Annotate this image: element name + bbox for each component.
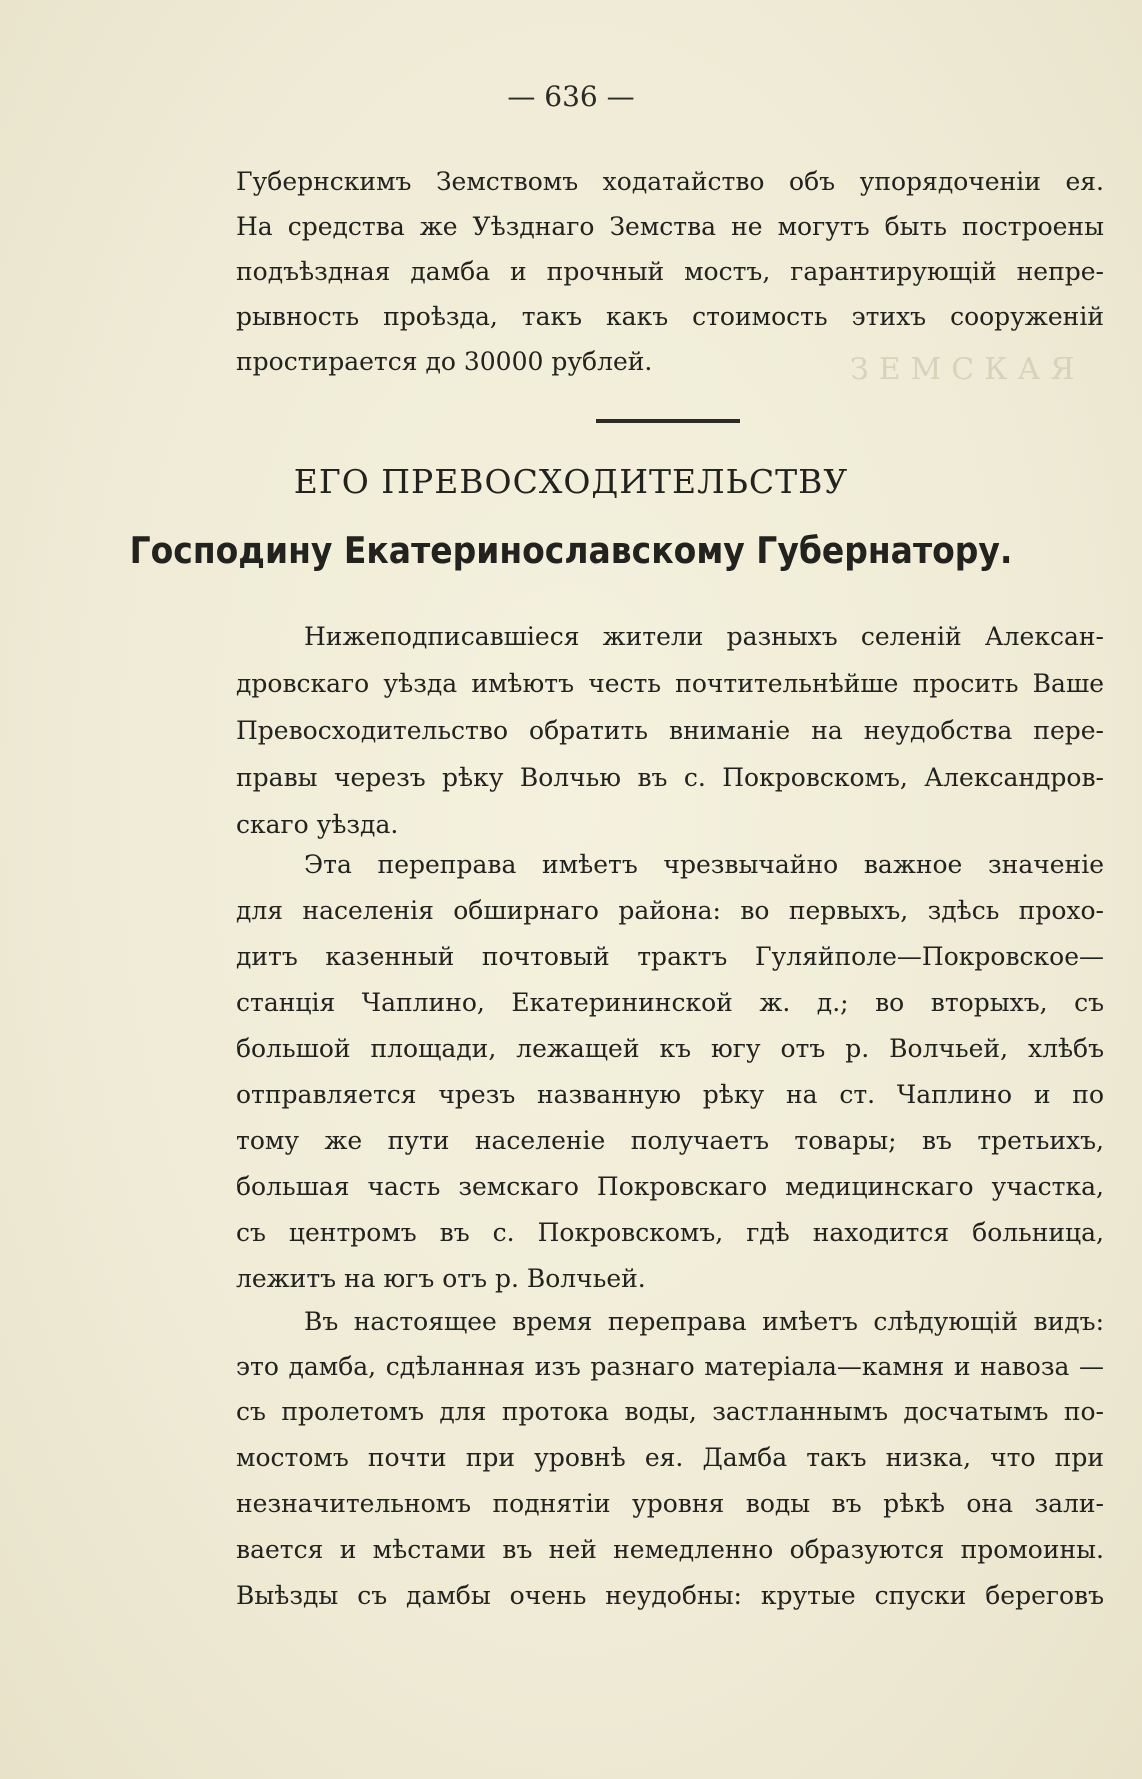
text-line: правы черезъ рѣку Волчью въ с. Покровскомъ, Александров- <box>236 763 1104 792</box>
text-line: это дамба, сдѣланная изъ разнаго матерiала—камня и навоза — <box>236 1352 1104 1381</box>
text-line: Эта переправа имѣетъ чрезвычайно важное значенiе <box>304 850 1104 879</box>
text-line: Нижеподписавшiеся жители разныхъ селенiй Алексан- <box>304 622 1104 651</box>
text-line: мостомъ почти при уровнѣ ея. Дамба такъ низка, что при <box>236 1443 1104 1472</box>
text-line: Въ настоящее время переправа имѣетъ слѣдующiй видъ: <box>304 1307 1104 1336</box>
text-line: дитъ казенный почтовый трактъ Гуляйполе—Покровское— <box>236 942 1104 971</box>
text-line: для населенiя обширнаго района: во первыхъ, здѣсь прохо- <box>236 896 1104 925</box>
text-line: большая часть земскаго Покровскаго медицинскаго участка, <box>236 1172 1104 1201</box>
text-line: лежитъ на югъ отъ р. Волчьей. <box>236 1264 646 1293</box>
text-line: На средства же Уѣзднаго Земства не могутъ быть построены <box>236 212 1104 241</box>
text-line: вается и мѣстами въ ней немедленно образуются промоины. <box>236 1535 1104 1564</box>
section-divider <box>596 419 740 423</box>
text-line: скаго уѣзда. <box>236 810 399 839</box>
text-line: съ центромъ въ с. Покровскомъ, гдѣ находится больница, <box>236 1218 1104 1247</box>
text-line: большой площади, лежащей къ югу отъ р. Волчьей, хлѣбъ <box>236 1034 1104 1063</box>
text-line: незначительномъ поднятiи уровня воды въ рѣкѣ она зали- <box>236 1489 1104 1518</box>
text-line: Превосходительство обратить вниманiе на неудобства пере- <box>236 716 1104 745</box>
address-recipient: Господину Екатеринославскому Губернатору. <box>129 529 1013 572</box>
text-line: рывность проѣзда, такъ какъ стоимость этихъ сооруженiй <box>236 302 1104 331</box>
address-title: ЕГО ПРЕВОСХОДИТЕЛЬСТВУ <box>293 462 849 501</box>
text-line: Губернскимъ Земствомъ ходатайство объ упорядоченiи ея. <box>236 167 1104 196</box>
text-line: подъѣздная дамба и прочный мостъ, гарантирующiй непре- <box>236 257 1104 286</box>
text-line: отправляется чрезъ названную рѣку на ст. Чаплино и по <box>236 1080 1104 1109</box>
text-line: тому же пути населенiе получаетъ товары; въ третьихъ, <box>236 1126 1104 1155</box>
text-line: дровскаго уѣзда имѣютъ честь почтительнѣйше просить Ваше <box>236 669 1104 698</box>
text-line: съ пролетомъ для протока воды, застланнымъ досчатымъ по- <box>236 1397 1104 1426</box>
text-line: простирается до 30000 рублей. <box>236 347 653 376</box>
text-line: Выѣзды съ дамбы очень неудобны: крутые спуски береговъ <box>236 1581 1104 1610</box>
text-line: станцiя Чаплино, Екатерининской ж. д.; во вторыхъ, съ <box>236 988 1104 1017</box>
page-number: — 636 — <box>507 80 635 113</box>
bleed-through-text: ЗЕМСКАЯ <box>850 352 1085 387</box>
